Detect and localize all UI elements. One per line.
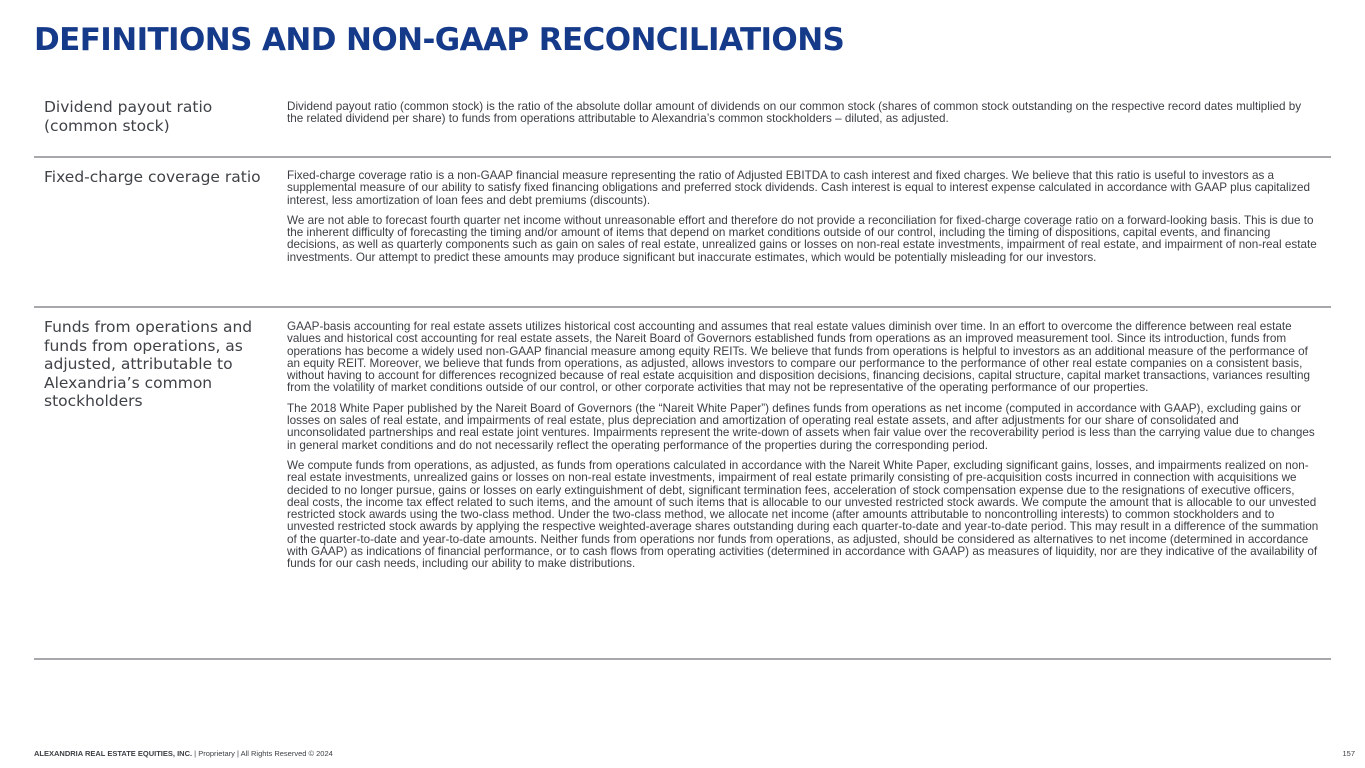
footer: [34, 749, 333, 758]
definition-paragraph: We are not able to forecast fourth quarter net income without unreasonable effort and therefore do not provide a reconciliation for fixed-charge coverage ratio on a forward-looking basis. This is due to the inherent difficulty of forecasting the timing and/or amount of items that depend on market conditions outside of our control, including the timing of dispositions, capital events, and financing decisions, as well as quarterly components such as gain on sales of real estate, unrealized gains or losses on non-real estate investments, impairment of real estate, and impairment of non-real estate investments. Our attempt to predict these amounts may produce significant but inaccurate estimates, which would be potentially misleading for our investors.: [287, 213, 1317, 264]
page-title: DEFINITIONS AND NON-GAAP RECONCILIATIONS: [34, 22, 845, 58]
footer-copyright: | Proprietary | All Rights Reserved © 2024: [192, 749, 333, 758]
definition-paragraph: GAAP-basis accounting for real estate assets utilizes historical cost accounting and assumes that real estate values diminish over time. In an effort to overcome the difference between real estate values and historical cost accounting for real estate assets, the Nareit Board of Governors established funds from operations as an improved measurement tool. Since its introduction, funds from operations has become a widely used non-GAAP financial measure among equity REITs. We believe that funds from operations is helpful to investors as an additional measure of the performance of an equity REIT. Moreover, we believe that funds from operations, as adjusted, allows investors to compare our performance to the performance of other real estate companies on a consistent basis, without having to account for differences recognized because of real estate acquisition and disposition decisions, financing decisions, capital structure, capital market transactions, variances resulting from the volatility of market conditions outside of our control, or other corporate activities that may not be representative of the operating performance of our properties.: [287, 320, 1311, 395]
page-number: 157: [1342, 749, 1355, 758]
definition-row-funds-from-operations: [34, 308, 1331, 660]
definition-body: [284, 88, 1331, 156]
definitions-table: [34, 88, 1331, 660]
definition-body: [284, 308, 1331, 658]
definition-paragraph: Dividend payout ratio (common stock) is the ratio of the absolute dollar amount of dividends on our common stock (shares of common stock outstanding on the respective record dates multiplied by the related dividend per share) to funds from operations attributable to Alexandria’s common stockholders – diluted, as adjusted.: [287, 100, 1302, 126]
definition-paragraph: We compute funds from operations, as adjusted, as funds from operations calculated in accordance with the Nareit White Paper, excluding significant gains, losses, and impairments realized on non-real estate investments, unrealized gains or losses on non-real estate investments, impairment of real estate primarily consisting of pre-acquisition costs incurred in connection with acquisitions we decided to no longer pursue, gains or losses on early extinguishment of debt, significant termination fees, acceleration of stock compensation expense due to the resignations of executive officers, deal costs, the income tax effect related to such items, and the amount of such items that is allocable to our unvested restricted stock awards. We compute the amount that is allocable to our unvested restricted stock awards using the two-class method. Under the two-class method, we allocate net income (after amounts attributable to noncontrolling interests) to common stockholders and to unvested restricted stock awards by applying the respective weighted-average shares outstanding during each quarter-to-date and year-to-date period. This may result in a difference of the summation of the quarter-to-date and year-to-date amounts. Neither funds from operations nor funds from operations, as adjusted, should be considered as alternatives to net income (determined in accordance with GAAP) as indications of financial performance, or to cash flows from operating activities (determined in accordance with GAAP) as measures of liquidity, nor are they indicative of the availability of funds for our cash needs, including our ability to make distributions.: [287, 458, 1319, 571]
definition-paragraph: Fixed-charge coverage ratio is a non-GAAP financial measure representing the ratio of Adjusted EBITDA to cash interest and fixed charges. We believe that this ratio is useful to investors as a supplemental measure of our ability to satisfy fixed financing obligations and preferred stock dividends. Cash interest is equal to interest expense calculated in accordance with GAAP plus capitalized interest, less amortization of loan fees and debt premiums (discounts).: [287, 169, 1311, 207]
definition-term: Funds from operations and funds from operations, as adjusted, attributable to Alexandria’s common stockholders: [44, 318, 253, 410]
definition-term: Fixed-charge coverage ratio: [44, 168, 261, 186]
definition-term: Dividend payout ratio (common stock): [44, 98, 213, 135]
footer-company-name: ALEXANDRIA REAL ESTATE EQUITIES, INC.: [34, 749, 193, 758]
definition-row-fixed-charge-coverage-ratio: [34, 158, 1331, 308]
definition-paragraph: The 2018 White Paper published by the Nareit Board of Governors (the “Nareit White Paper”) defines funds from operations as net income (computed in accordance with GAAP), excluding gains or losses on sales of real estate, and impairments of real estate, plus depreciation and amortization of operating real estate assets, and after adjustments for our share of consolidated and unconsolidated partnerships and real estate joint ventures. Impairments represent the write-down of assets when fair value over the recoverability period is less than the carrying value due to changes in general market conditions and do not necessarily reflect the operating performance of the properties during the corresponding period.: [287, 401, 1315, 452]
definition-body: [284, 158, 1331, 306]
definition-row-dividend-payout-ratio: [34, 88, 1331, 158]
